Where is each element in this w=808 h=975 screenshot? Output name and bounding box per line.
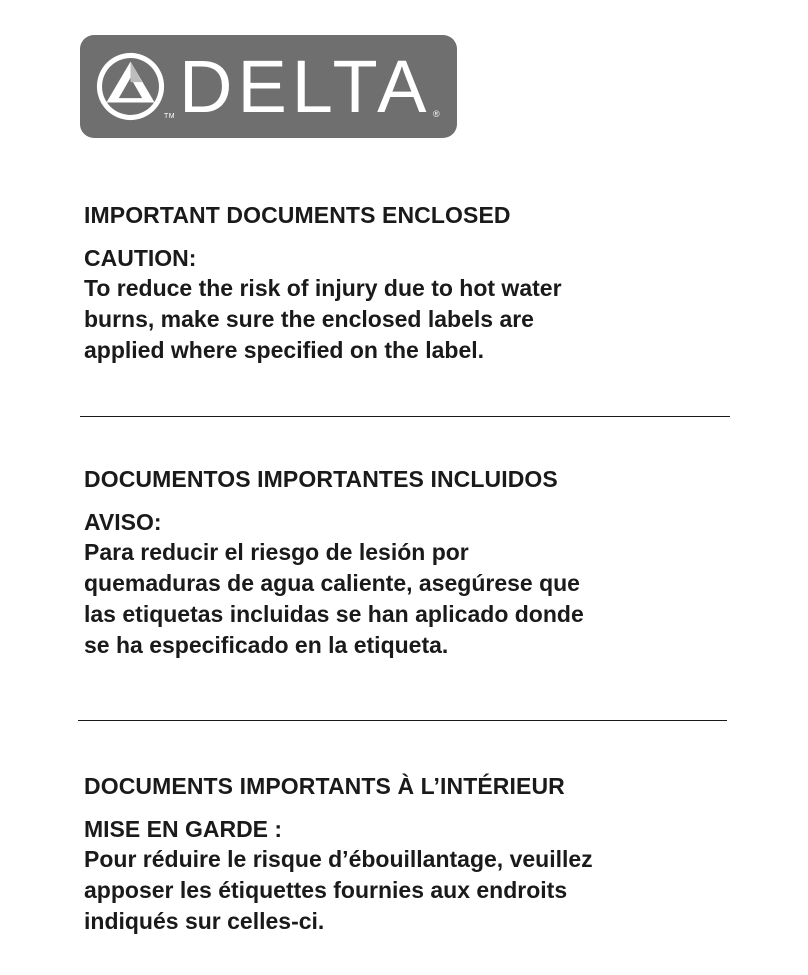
body-line: indiqués sur celles-ci. (84, 908, 325, 934)
body-line: se ha especificado en la etiqueta. (84, 632, 449, 658)
section-english (84, 201, 562, 366)
body-line: quemaduras de agua caliente, asegúrese que (84, 570, 580, 596)
caution-label: MISE EN GARDE : (84, 816, 283, 842)
caution-label: CAUTION: (84, 245, 197, 271)
trademark-mark: TM (164, 113, 176, 120)
body-line: apposer les étiquettes fournies aux endroits (84, 877, 568, 903)
caution-label: AVISO: (84, 509, 162, 535)
logo-wordmark: DELTA (179, 45, 432, 128)
delta-logo (80, 35, 457, 138)
body-line: To reduce the risk of injury due to hot water (84, 275, 562, 301)
section-divider (80, 416, 730, 417)
section-heading: IMPORTANT DOCUMENTS ENCLOSED (84, 202, 511, 228)
body-line: Pour réduire le risque d’ébouillantage, veuillez (84, 846, 593, 872)
section-heading: DOCUMENTOS IMPORTANTES INCLUIDOS (84, 466, 558, 492)
body-line: las etiquetas incluidas se han aplicado donde (84, 601, 584, 627)
section-divider (78, 720, 727, 721)
registered-mark: ® (433, 109, 440, 119)
section-heading: DOCUMENTS IMPORTANTS À L’INTÉRIEUR (84, 773, 565, 799)
body-line: Para reducir el riesgo de lesión por (84, 539, 469, 565)
section-french (84, 772, 593, 937)
section-spanish (84, 465, 584, 661)
body-line: burns, make sure the enclosed labels are (84, 306, 534, 332)
body-line: applied where specified on the label. (84, 337, 485, 363)
delta-triangle-icon (94, 50, 167, 123)
